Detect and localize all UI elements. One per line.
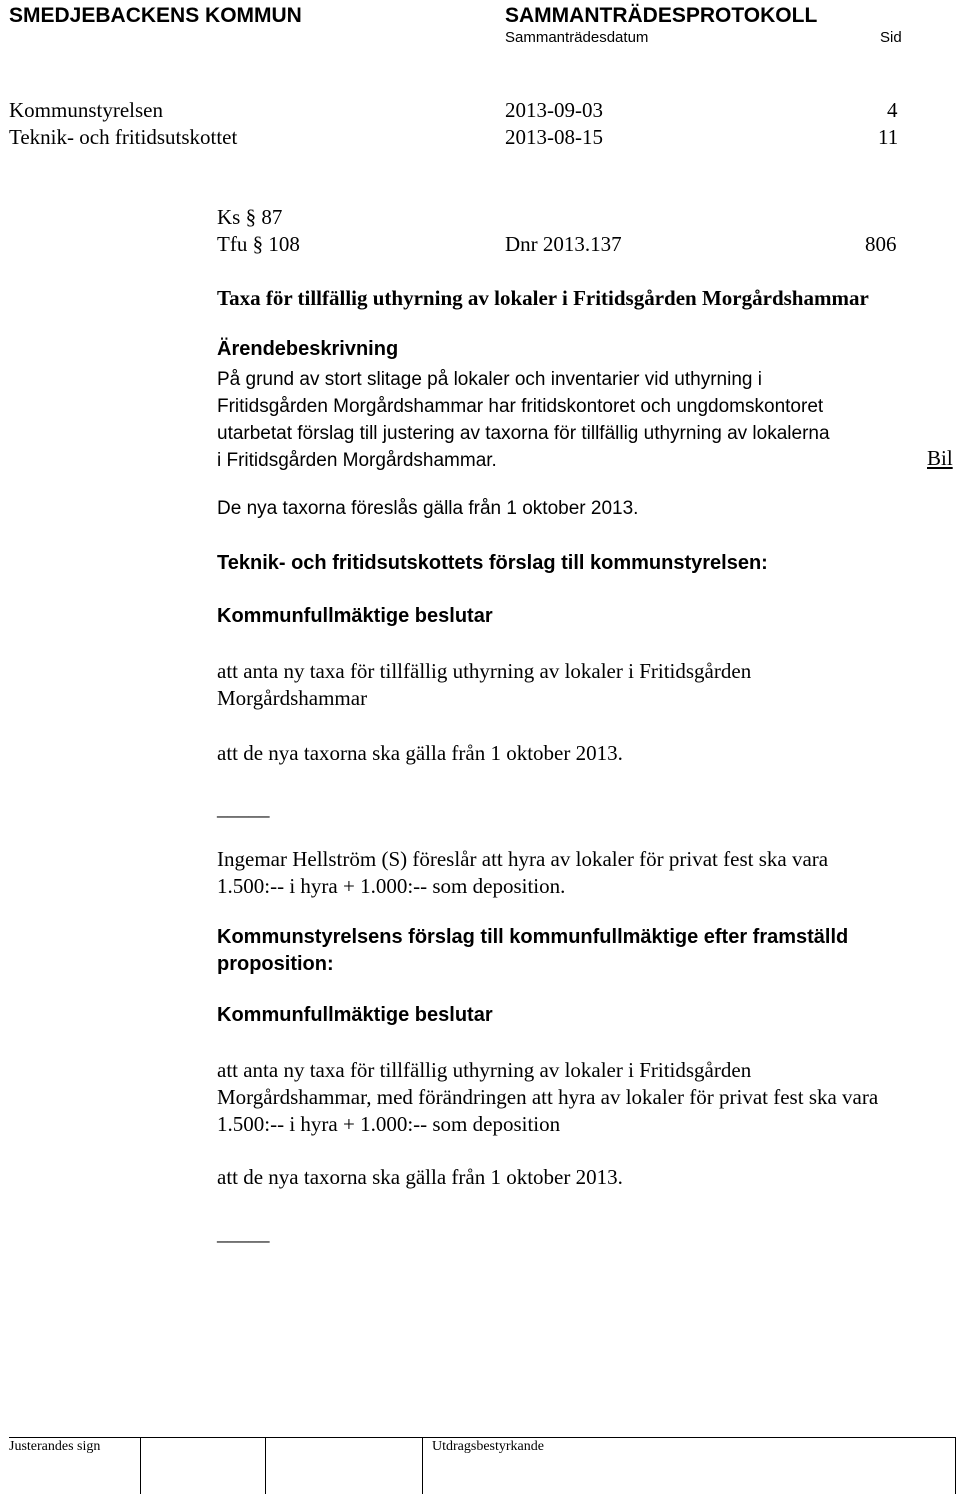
signature-label: Justerandes sign: [9, 1439, 101, 1454]
section-heading: [217, 924, 848, 978]
decision-line: att anta ny taxa för tillfällig uthyrning av lokaler i Fritidsgården: [217, 1058, 752, 1082]
page-number: 11: [878, 125, 899, 149]
decision-heading: Kommunfullmäktige beslutar: [217, 1004, 493, 1026]
footer-rule: [9, 1437, 956, 1438]
heading-line: proposition:: [217, 953, 334, 975]
page-label: Sid: [880, 29, 902, 46]
archive-code: 806: [865, 232, 897, 256]
page-number: 4: [887, 98, 898, 122]
motion-text: [217, 846, 828, 900]
ks-paragraph: Ks § 87: [217, 205, 283, 229]
decision-item: att de nya taxorna ska gälla från 1 oktober 2013.: [217, 741, 623, 765]
diary-number: Dnr 2013.137: [505, 232, 622, 256]
certification-label: Utdragsbestyrkande: [432, 1439, 544, 1454]
decision-line: att anta ny taxa för tillfällig uthyrning av lokaler i Fritidsgården: [217, 659, 752, 683]
decision-line: Morgårdshammar, med förändringen att hyra av lokaler för privat fest ska vara: [217, 1085, 879, 1109]
doc-type: SAMMANTRÄDESPROTOKOLL: [505, 4, 818, 27]
signature-box-divider: [265, 1437, 266, 1494]
decision-item: att de nya taxorna ska gälla från 1 oktober 2013.: [217, 1165, 623, 1189]
decision-heading: Kommunfullmäktige beslutar: [217, 605, 493, 627]
meeting-date: 2013-09-03: [505, 98, 603, 122]
tfu-paragraph: Tfu § 108: [217, 232, 300, 256]
signature-box-divider: [422, 1437, 423, 1494]
description-line: Fritidsgården Morgårdshammar har fritidskontoret och ungdomskontoret: [217, 396, 824, 417]
body-name: Teknik- och fritidsutskottet: [9, 125, 238, 149]
signature-box-divider: [140, 1437, 141, 1494]
heading-line: Kommunstyrelsens förslag till kommunfullmäktige efter framställd: [217, 926, 849, 948]
separator-line: _____: [217, 796, 270, 820]
separator-line: _____: [217, 1221, 270, 1245]
decision-line: 1.500:-- i hyra + 1.000:-- som deposition: [217, 1112, 561, 1136]
description-line: utarbetat förslag till justering av taxorna för tillfällig uthyrning av lokalerna: [217, 423, 830, 444]
meeting-date: 2013-08-15: [505, 125, 603, 149]
motion-line: Ingemar Hellström (S) föreslår att hyra av lokaler för privat fest ska vara: [217, 847, 829, 871]
date-label: Sammanträdesdatum: [505, 29, 649, 46]
decision-line: Morgårdshammar: [217, 686, 368, 710]
description-line: i Fritidsgården Morgårdshammar.: [217, 450, 497, 471]
case-title: Taxa för tillfällig uthyrning av lokaler i Fritidsgården Morgårdshammar: [217, 286, 869, 310]
description-line: På grund av stort slitage på lokaler och inventarier vid uthyrning i: [217, 369, 762, 390]
signature-box-divider: [955, 1437, 956, 1494]
org-name: SMEDJEBACKENS KOMMUN: [9, 4, 302, 27]
attachment-link[interactable]: Bil: [927, 446, 953, 470]
section-heading: Teknik- och fritidsutskottets förslag till kommunstyrelsen:: [217, 552, 768, 574]
decision-item: [217, 1057, 878, 1138]
effective-date-note: De nya taxorna föreslås gälla från 1 oktober 2013.: [217, 498, 639, 519]
decision-item: [217, 658, 751, 712]
case-description: [217, 366, 830, 474]
section-heading: Ärendebeskrivning: [217, 338, 399, 360]
motion-line: 1.500:-- i hyra + 1.000:-- som deposition.: [217, 874, 566, 898]
body-name: Kommunstyrelsen: [9, 98, 163, 122]
